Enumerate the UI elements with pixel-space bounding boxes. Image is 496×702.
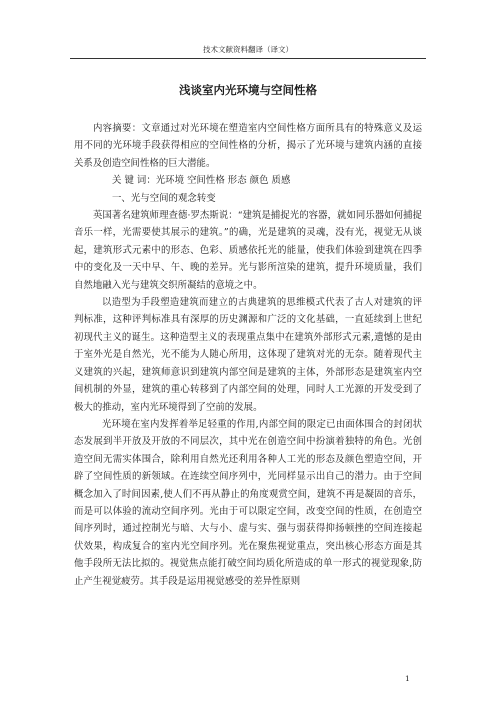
article-title: 浅谈室内光环境与空间性格	[179, 83, 317, 97]
body-paragraph: 以造型为手段塑造建筑而建立的古典建筑的思维模式代表了古人对建筑的评判标准，这种评判标准具有深厚的历史渊源和广泛的文化基础，一直延续到上世纪初现代主义的诞生。这种造型主义的表现重点集中在建筑外部形式元素,遗憾的是由于室外光是自然光，光不能为人随心所用，这体现了建筑对光的无奈。随着现代主义建筑的兴起，建筑师意识到建筑内部空间是建筑的主体，外部形态是建筑室内空间机制的外显，建筑的重心转移到了内部空间的处理，同时人工光源的开发受到了极大的推动，室内光环境得到了空前的发展。	[74, 297, 422, 413]
section-heading: 一、光与空间的观念转变	[112, 192, 216, 204]
keywords-line: 关 键 词：光环境 空间性格 形态 颜色 质感	[112, 175, 291, 187]
body-paragraph: 光环境在室内发挥着举足轻重的作用,内部空间的限定已由面体围合的封闭状态发展到半开放及开放的不同层次，其中光在创造空间中扮演着独特的角色。光创造空间无需实体围合，除利用自然光还利用各种人工光的形态及颜色塑造空间，开辟了空间性质的新领域。在连续空间序列中，光同样显示出自己的潜力。由于空间概念加入了时间因素,使人们不再从静止的角度观赏空间，建筑不再是凝固的音乐，而是可以体验的流动空间序列。光由于可以限定空间，改变空间的性质，在创造空间序列时，通过控制光与暗、大与小、虚与实、强与弱获得抑扬顿挫的空间连接起伏效果，构成复合的室内光空间序列。光在聚焦视觉重点，突出核心形态方面是其他手段所无法比拟的。视觉焦点能打破空间均质化所造成的单一形式的视觉现象,防止产生视觉疲劳。其手段是运用视觉感受的差异性原则	[74, 418, 422, 587]
page-number: 1	[405, 674, 410, 683]
running-header: 技术文献资料翻译（译文）	[203, 45, 293, 54]
header-divider	[70, 58, 426, 59]
abstract-paragraph: 内容摘要：文章通过对光环境在塑造室内空间性格方面所具有的特殊意义及运用不同的光环境手段获得相应的空间性格的分析，揭示了光环境与建筑内涵的直接关系及创造空间性格的巨大潜能。	[74, 123, 422, 169]
article-body	[74, 120, 422, 590]
body-paragraph: 英国著名建筑师理查德·罗杰斯说：“建筑是捕捉光的容器，就如同乐器如何捕捉音乐一样，光需要使其展示的建筑。”的确，光是建筑的灵魂，没有光，视觉无从谈起，建筑形式元素中的形态、色彩、质感依托光的能量，使我们体验到建筑在四季中的变化及一天中早、午、晚的差异。光与影所渲染的建筑，提升环境质量，我们自然地融入光与建筑交织所凝结的意境之中。	[74, 210, 422, 291]
